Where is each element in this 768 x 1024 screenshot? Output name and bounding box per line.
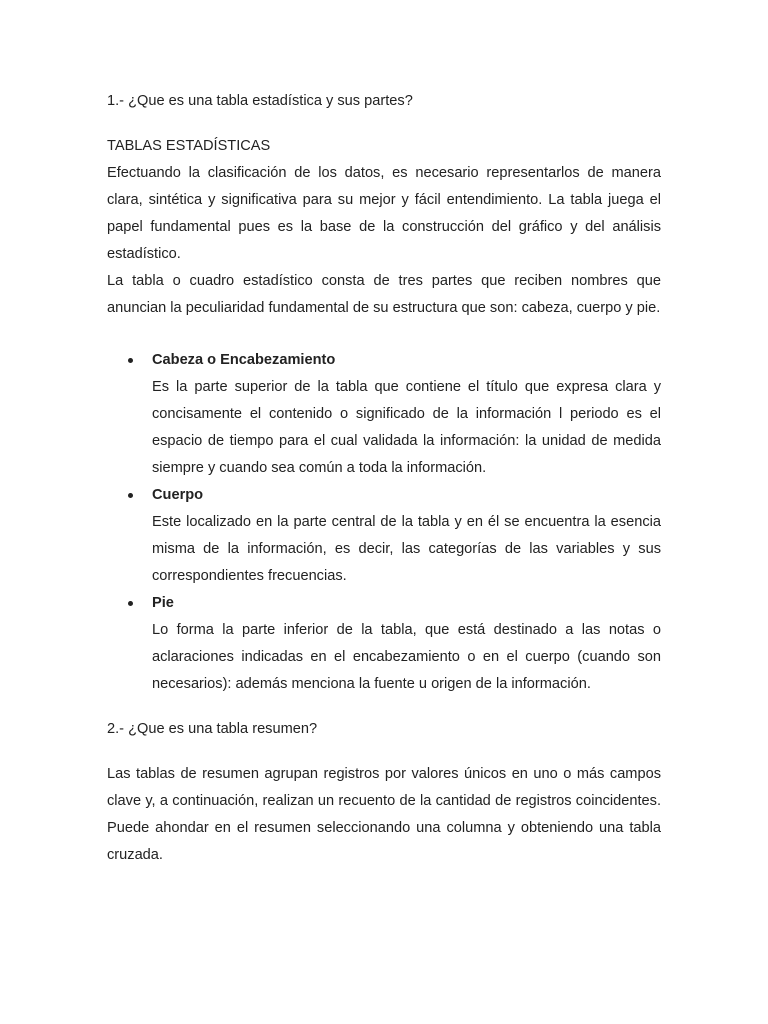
bullet-icon	[128, 493, 133, 498]
list-item-title: Cuerpo	[152, 487, 204, 503]
question-1-heading: 1.- ¿Que es una tabla estadística y sus partes?	[107, 93, 413, 109]
bullet-icon	[128, 601, 133, 606]
list-item-cuerpo	[107, 482, 661, 590]
parts-paragraph: La tabla o cuadro estadístico consta de tres partes que reciben nombres que anuncian la peculiaridad fundamental de su estructura que son: cabeza, cuerpo y pie.	[107, 273, 661, 316]
list-item-text: Lo forma la parte inferior de la tabla, que está destinado a las notas o aclaraciones indicadas en el encabezamiento o en el cuerpo (cuando son necesarios): además menciona la fuente u origen de la información.	[152, 622, 661, 692]
section-tablas-estadisticas	[107, 133, 661, 322]
list-item-title: Cabeza o Encabezamiento	[152, 352, 336, 368]
bullet-icon	[128, 358, 133, 363]
table-parts-list	[107, 347, 661, 698]
list-item-text: Es la parte superior de la tabla que contiene el título que expresa clara y concisamente el contenido o significado de la información l periodo es el espacio de tiempo para el cual validada la información: la unidad de medida siempre y cuando sea común a toda la información.	[152, 379, 661, 476]
list-item-cabeza	[107, 347, 661, 482]
list-item-text: Este localizado en la parte central de la tabla y en él se encuentra la esencia misma de la información, es decir, las categorías de las variables y sus correspondientes frecuencias.	[152, 514, 661, 584]
list-item-pie	[107, 590, 661, 698]
list-item-title: Pie	[152, 595, 174, 611]
section-title: TABLAS ESTADÍSTICAS	[107, 138, 271, 154]
question-2-heading: 2.- ¿Que es una tabla resumen?	[107, 721, 318, 737]
summary-table-paragraph: Las tablas de resumen agrupan registros por valores únicos en uno o más campos clave y, a continuación, realizan un recuento de la cantidad de registros coincidentes. Puede ahondar en el resumen seleccionando una columna y obteniendo una tabla cruzada.	[107, 766, 661, 863]
intro-paragraph: Efectuando la clasificación de los datos, es necesario representarlos de manera clara, sintética y significativa para su mejor y fácil entendimiento. La tabla juega el papel fundamental pues es la base de la construcción del gráfico y del análisis estadístico.	[107, 165, 661, 262]
